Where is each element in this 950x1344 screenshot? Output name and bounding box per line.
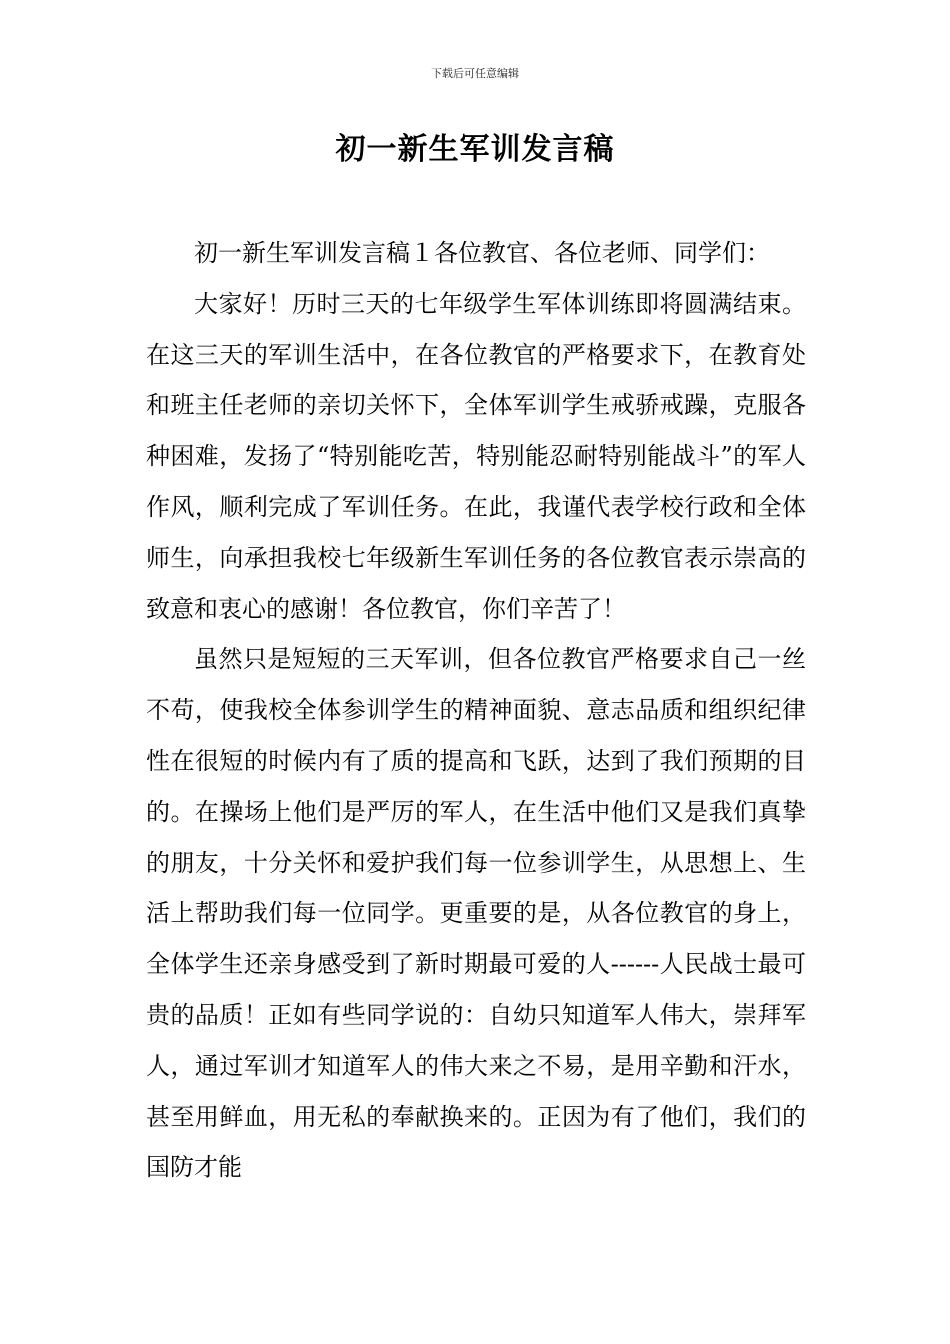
paragraph-greeting: 大家好！历时三天的七年级学生军体训练即将圆满结束。在这三天的军训生活中，在各位教官的严格要求下，在教育处和班主任老师的亲切关怀下，全体军训学生戒骄戒躁，克服各种困难，发扬了“特别能吃苦，特别能忍耐特别能战斗”的军人作风，顺利完成了军训任务。在此，我谨代表学校行政和全体师生，向承担我校七年级新生军训任务的各位教官表示崇高的致意和衷心的感谢！各位教官，你们辛苦了！ (146, 289, 806, 623)
paragraph-main: 虽然只是短短的三天军训，但各位教官严格要求自己一丝不苟，使我校全体参训学生的精神面貌、意志品质和组织纪律性在很短的时候内有了质的提高和飞跃，达到了我们预期的目的。在操场上他们是严厉的军人，在生活中他们又是我们真挚的朋友，十分关怀和爱护我们每一位参训学生，从思想上、生活上帮助我们每一位同学。更重要的是，从各位教官的身上，全体学生还亲身感受到了新时期最可爱的人------人民战士最可贵的品质！正如有些同学说的：自幼只知道军人伟大，崇拜军人，通过军训才知道军人的伟大来之不易，是用辛勤和汗水，甚至用鲜血，用无私的奉献换来的。正因为有了他们，我们的国防才能 (146, 645, 806, 1182)
document-title: 初一新生军训发言稿 (335, 132, 615, 167)
document-body (146, 228, 806, 1193)
header-note: 下载后可任意编辑 (431, 67, 519, 80)
paragraph-salutation: 初一新生军训发言稿１各位教官、各位老师、同学们： (194, 239, 770, 267)
